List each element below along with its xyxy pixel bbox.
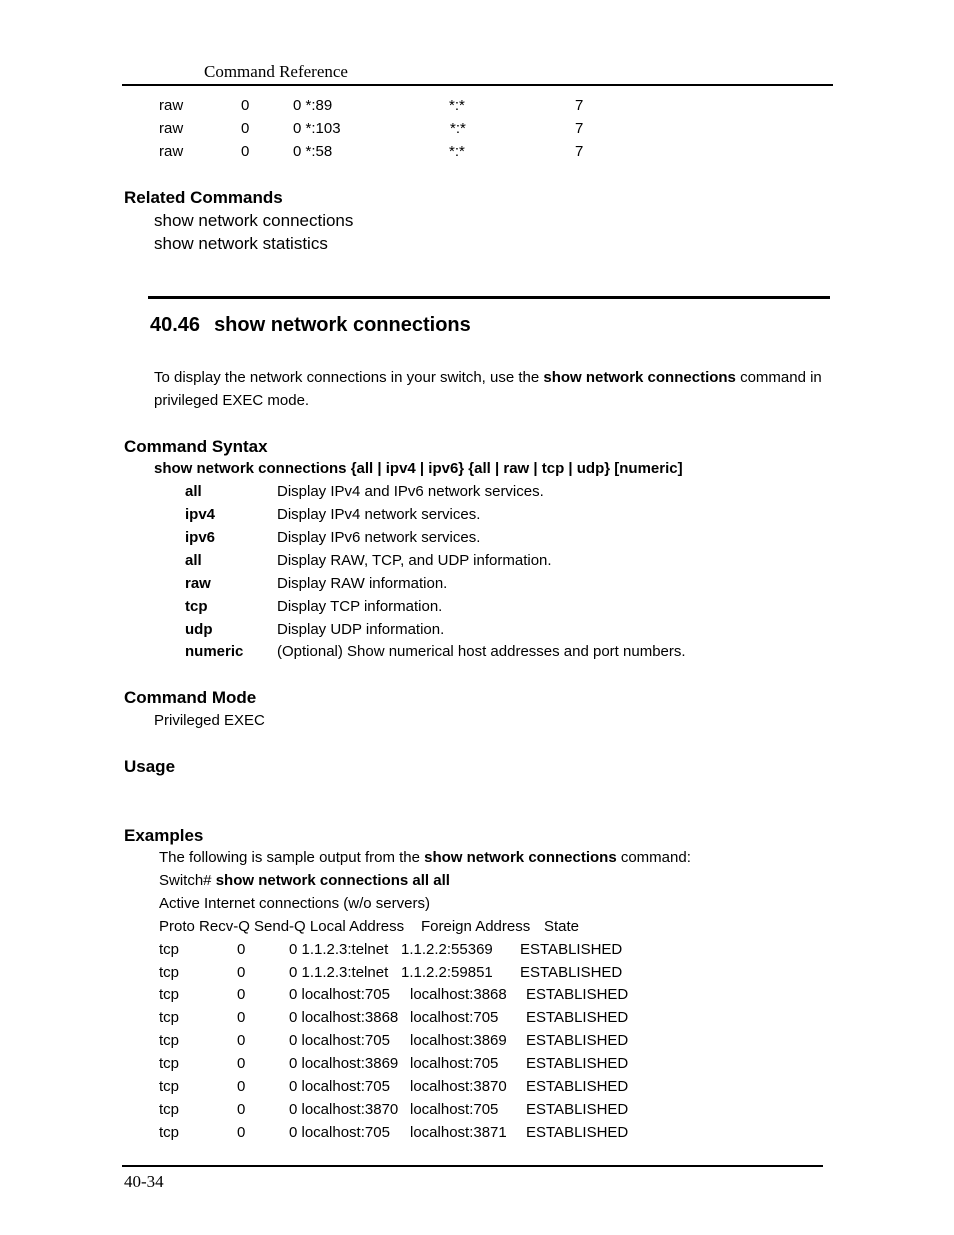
recvq-cell: 0 (237, 1055, 246, 1072)
sendq-local-cell: 0 localhost:3868 (289, 1009, 399, 1026)
command-syntax-heading: Command Syntax (124, 437, 268, 456)
footer-rule (122, 1165, 823, 1167)
prompt: Switch# (159, 872, 216, 889)
proto-cell: tcp (159, 1009, 180, 1026)
state-cell: 7 (575, 143, 584, 160)
example-prompt-line (159, 872, 450, 890)
intro-line-1 (154, 369, 822, 387)
state-cell: 7 (575, 120, 584, 137)
parameter-description: Display RAW, TCP, and UDP information. (277, 552, 552, 569)
related-command-link[interactable]: show network statistics (154, 234, 328, 253)
parameter-description: Display IPv6 network services. (277, 529, 481, 546)
foreign-cell: localhost:705 (410, 1055, 499, 1072)
intro-text: command in (735, 369, 822, 386)
prompt-command: show network connections all all (215, 872, 450, 889)
state-cell: ESTABLISHED (520, 964, 623, 981)
foreign-cell: *:* (449, 143, 465, 160)
proto-cell: raw (159, 97, 184, 114)
proto-cell: tcp (159, 1055, 180, 1072)
column-header-foreign: Foreign Address (421, 918, 531, 935)
related-commands-heading: Related Commands (124, 188, 283, 207)
section-rule (148, 296, 830, 299)
parameter-keyword: ipv6 (185, 529, 216, 546)
recvq-cell: 0 (241, 143, 250, 160)
examples-intro (159, 849, 691, 867)
command-mode-heading: Command Mode (124, 688, 257, 707)
recvq-cell: 0 (237, 941, 246, 958)
header-rule (122, 84, 833, 86)
parameter-description: Display UDP information. (277, 621, 445, 638)
intro-text: To display the network connections in your switch, use the (154, 369, 544, 386)
sendq-local-cell: 0 *:103 (293, 120, 341, 137)
recvq-cell: 0 (237, 1032, 246, 1049)
proto-cell: tcp (159, 941, 180, 958)
parameter-keyword: all (185, 483, 202, 500)
foreign-cell: 1.1.2.2:55369 (401, 941, 493, 958)
sendq-local-cell: 0 localhost:705 (289, 1124, 390, 1141)
recvq-cell: 0 (241, 120, 250, 137)
sendq-local-cell: 0 *:89 (293, 97, 333, 114)
examples-intro-command: show network connections (424, 849, 617, 866)
usage-heading: Usage (124, 757, 176, 776)
recvq-cell: 0 (237, 1078, 246, 1095)
sendq-local-cell: 0 localhost:705 (289, 986, 390, 1003)
sendq-local-cell: 0 1.1.2.3:telnet (289, 941, 389, 958)
state-cell: ESTABLISHED (526, 1009, 629, 1026)
recvq-cell: 0 (237, 1101, 246, 1118)
proto-cell: tcp (159, 1101, 180, 1118)
examples-heading: Examples (124, 826, 204, 845)
related-command-link[interactable]: show network connections (154, 211, 354, 230)
foreign-cell: localhost:3871 (410, 1124, 507, 1141)
proto-cell: tcp (159, 1124, 180, 1141)
parameter-description: Display IPv4 network services. (277, 506, 481, 523)
state-cell: ESTABLISHED (526, 1055, 629, 1072)
running-header: Command Reference (204, 62, 348, 81)
proto-cell: tcp (159, 964, 180, 981)
parameter-keyword: raw (185, 575, 211, 592)
foreign-cell: *:* (449, 97, 465, 114)
sendq-local-cell: 0 1.1.2.3:telnet (289, 964, 389, 981)
state-cell: ESTABLISHED (526, 986, 629, 1003)
proto-cell: raw (159, 120, 184, 137)
parameter-description: Display TCP information. (277, 598, 443, 615)
recvq-cell: 0 (237, 964, 246, 981)
examples-intro-text: The following is sample output from the (159, 849, 425, 866)
foreign-cell: localhost:3868 (410, 986, 507, 1003)
section-heading (150, 313, 471, 337)
proto-cell: tcp (159, 986, 180, 1003)
parameter-description: (Optional) Show numerical host addresses and port numbers. (277, 643, 686, 660)
sendq-local-cell: 0 localhost:3870 (289, 1101, 399, 1118)
sendq-local-cell: 0 localhost:3869 (289, 1055, 399, 1072)
recvq-cell: 0 (237, 1124, 246, 1141)
recvq-cell: 0 (237, 1009, 246, 1026)
state-cell: ESTABLISHED (526, 1032, 629, 1049)
proto-cell: tcp (159, 1032, 180, 1049)
section-number: 40.46 (150, 314, 201, 336)
parameter-keyword: ipv4 (185, 506, 216, 523)
state-cell: ESTABLISHED (526, 1078, 629, 1095)
intro-command: show network connections (543, 369, 736, 386)
proto-cell: tcp (159, 1078, 180, 1095)
state-cell: ESTABLISHED (526, 1124, 629, 1141)
state-cell: ESTABLISHED (526, 1101, 629, 1118)
intro-line-2: privileged EXEC mode. (154, 392, 310, 409)
parameter-keyword: numeric (185, 643, 244, 660)
column-header-state: State (544, 918, 580, 935)
recvq-cell: 0 (241, 97, 250, 114)
column-header-proto-local: Proto Recv-Q Send-Q Local Address (159, 918, 405, 935)
foreign-cell: *:* (450, 120, 466, 137)
foreign-cell: 1.1.2.2:59851 (401, 964, 493, 981)
parameter-keyword: udp (185, 621, 213, 638)
sendq-local-cell: 0 localhost:705 (289, 1032, 390, 1049)
recvq-cell: 0 (237, 986, 246, 1003)
state-cell: ESTABLISHED (520, 941, 623, 958)
examples-intro-text: command: (616, 849, 691, 866)
foreign-cell: localhost:705 (410, 1009, 499, 1026)
parameter-description: Display RAW information. (277, 575, 448, 592)
parameter-description: Display IPv4 and IPv6 network services. (277, 483, 544, 500)
page-number: 40-34 (124, 1172, 164, 1191)
foreign-cell: localhost:3870 (410, 1078, 507, 1095)
foreign-cell: localhost:705 (410, 1101, 499, 1118)
command-syntax-line: show network connections {all | ipv4 | ipv6} {all | raw | tcp | udp} [numeric] (154, 460, 683, 477)
parameter-keyword: tcp (185, 598, 208, 615)
section-title: show network connections (214, 314, 471, 336)
sendq-local-cell: 0 *:58 (293, 143, 333, 160)
proto-cell: raw (159, 143, 184, 160)
state-cell: 7 (575, 97, 584, 114)
active-connections-line: Active Internet connections (w/o servers) (159, 895, 430, 912)
foreign-cell: localhost:3869 (410, 1032, 507, 1049)
command-mode-value: Privileged EXEC (154, 712, 265, 729)
sendq-local-cell: 0 localhost:705 (289, 1078, 390, 1095)
parameter-keyword: all (185, 552, 202, 569)
